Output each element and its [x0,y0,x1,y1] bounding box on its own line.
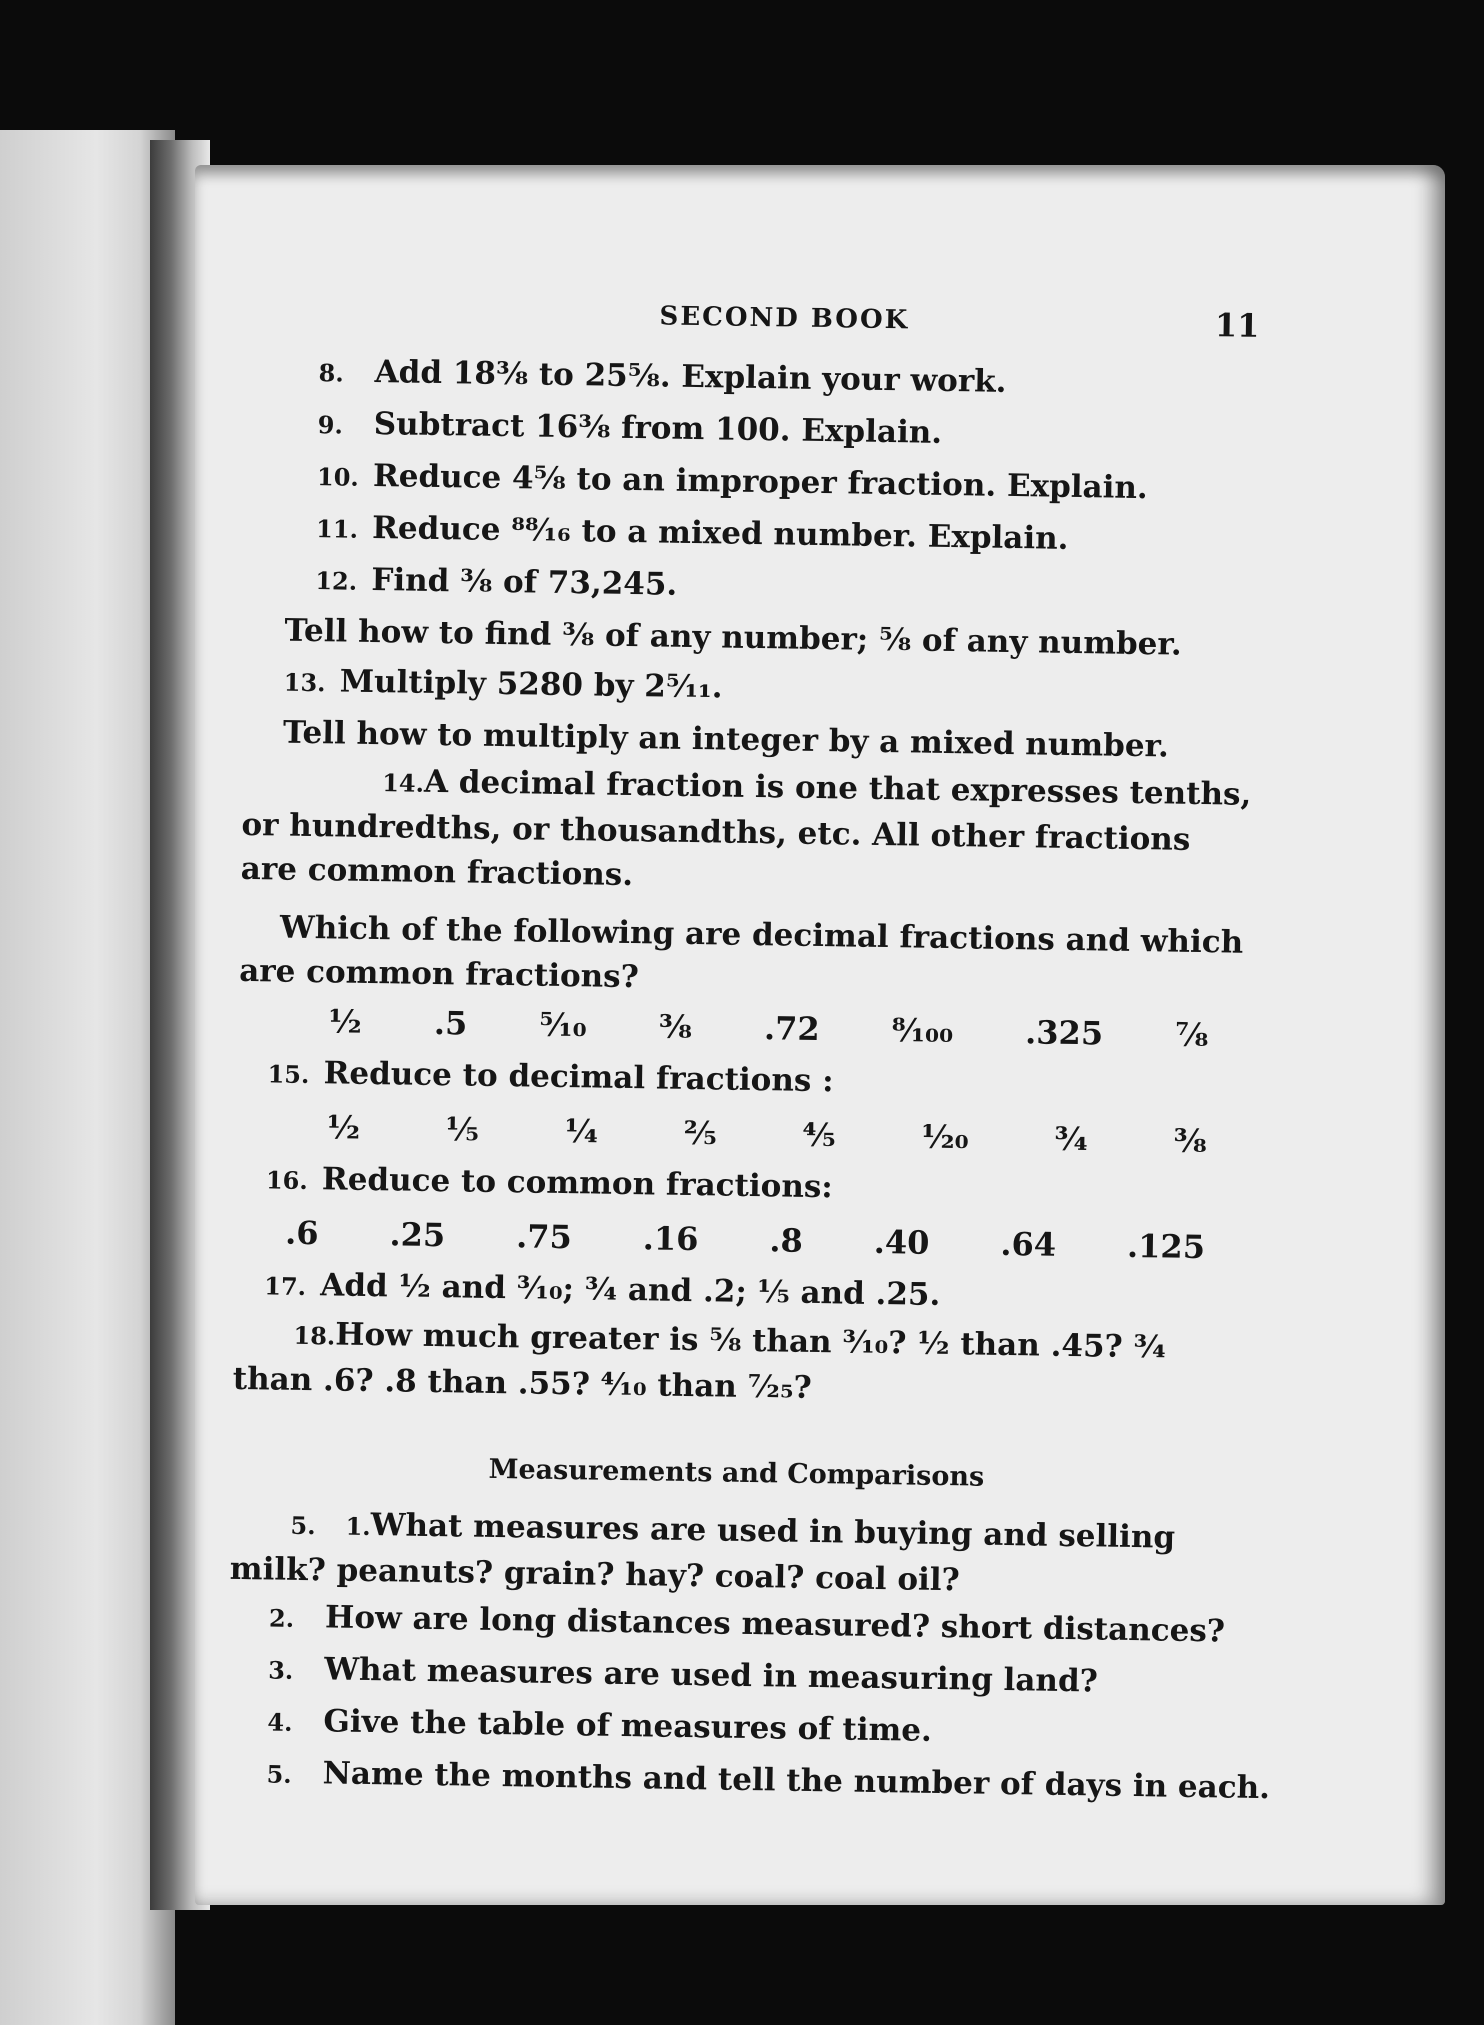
decimal-item: .75 [515,1217,573,1257]
fraction-item: .5 [433,1003,468,1043]
fraction-item: ¹⁄₂₀ [921,1117,970,1157]
decimal-item: .125 [1126,1226,1206,1267]
fraction-item: ⅕ [445,1110,480,1149]
exercise-number: 5. [266,1759,292,1789]
fraction-item: .72 [763,1009,820,1049]
exercise-text: How are long distances measured? short distances? [324,1599,1226,1650]
exercise-number: 8. [318,358,344,388]
measures-question-1 [229,1501,1240,1607]
exercise-text: Multiply 5280 by 2⁵⁄₁₁. [339,663,723,706]
exercise-number: 15. [267,1059,310,1090]
exercise-text: Reduce 4⅝ to an improper fraction. Explain. [372,457,1149,507]
exercise-text: What measures are used in buying and selling milk? peanuts? grain? hay? coal? coal oil? [229,1507,1176,1599]
exercise-text: Reduce to common fractions: [321,1161,834,1206]
exercise-14-question: Which of the following are decimal fractions and which are common fractions? [238,909,1244,996]
exercise-number: 18. [293,1320,336,1351]
fraction-item: ½ [328,1002,363,1041]
exercise-number: 16. [265,1165,308,1196]
exercise-number: 2. [268,1603,295,1633]
decimal-item: .6 [284,1213,319,1253]
page-number: 11 [1214,306,1260,345]
exercise-text: Name the months and tell the number of days in each. [322,1755,1271,1807]
exercise-text: Subtract 16⅜ from 100. Explain. [373,405,943,451]
facing-page [0,130,175,2025]
exercise-number: 14. [381,768,425,798]
fraction-item: ½ [326,1108,361,1147]
exercise-number: 1. [345,1511,371,1542]
exercise-text: Give the table of measures of time. [323,1703,933,1749]
fraction-item: ⅘ [802,1115,836,1155]
decimal-item: .64 [1000,1224,1057,1264]
exercise-text: Reduce to decimal fractions : [323,1055,834,1100]
fraction-item: ⅖ [683,1113,718,1153]
page-text [226,285,1271,1815]
exercise-text: Add ½ and ³⁄₁₀; ¾ and .2; ⅕ and .25. [320,1267,941,1313]
exercise-text: A decimal fraction is one that expresses tenths, or hundredths, or thousandths, etc. All other fractions are common fractions. [240,763,1252,894]
running-title: SECOND BOOK [659,301,910,336]
section-number: 5. [290,1510,316,1541]
exercise-number: 17. [264,1271,307,1302]
exercise-text: Add 18⅜ to 25⅝. Explain your work. [374,353,1007,400]
exercise-number: 10. [316,462,359,492]
exercise-18 [232,1311,1243,1417]
exercise-text: Tell how to multiply an integer by a mixed number. [282,714,1170,765]
exercise-text: Find ⅜ of 73,245. [371,561,678,603]
decimal-item: .40 [873,1222,930,1262]
fraction-item: ⅜ [658,1007,693,1047]
exercise-number: 12. [315,566,358,596]
fraction-item: ¾ [1054,1119,1089,1159]
fraction-item: ⁸⁄₁₀₀ [891,1011,954,1051]
exercise-text: Reduce ⁸⁸⁄₁₆ to a mixed number. Explain. [371,509,1069,557]
exercise-number: 4. [267,1707,293,1737]
fraction-item: ⁵⁄₁₀ [539,1005,588,1045]
decimal-item: .25 [389,1215,446,1255]
exercise-number: 11. [315,514,359,544]
decimal-item: .8 [769,1221,804,1260]
decimal-item: .16 [642,1219,699,1259]
exercise-number: 13. [283,667,326,698]
exercise-text: What measures are used in measuring land? [323,1651,1099,1700]
fraction-item: ⅞ [1174,1015,1209,1055]
exercise-text: Tell how to find ⅜ of any number; ⅝ of any number. [284,612,1182,663]
fraction-item: .325 [1024,1013,1104,1053]
exercise-14 [240,757,1252,907]
exercise-number: 3. [268,1655,294,1685]
fraction-item: ¼ [564,1112,599,1151]
fraction-item: ⅜ [1173,1121,1207,1161]
exercise-number: 9. [317,410,344,440]
exercise-text: How much greater is ⅝ than ³⁄₁₀? ½ than .45? ¾ than .6? .8 than .55? ⁴⁄₁₀ than ⁷⁄₂₅? [232,1316,1167,1406]
section-heading: Measurements and Comparisons [488,1453,985,1493]
